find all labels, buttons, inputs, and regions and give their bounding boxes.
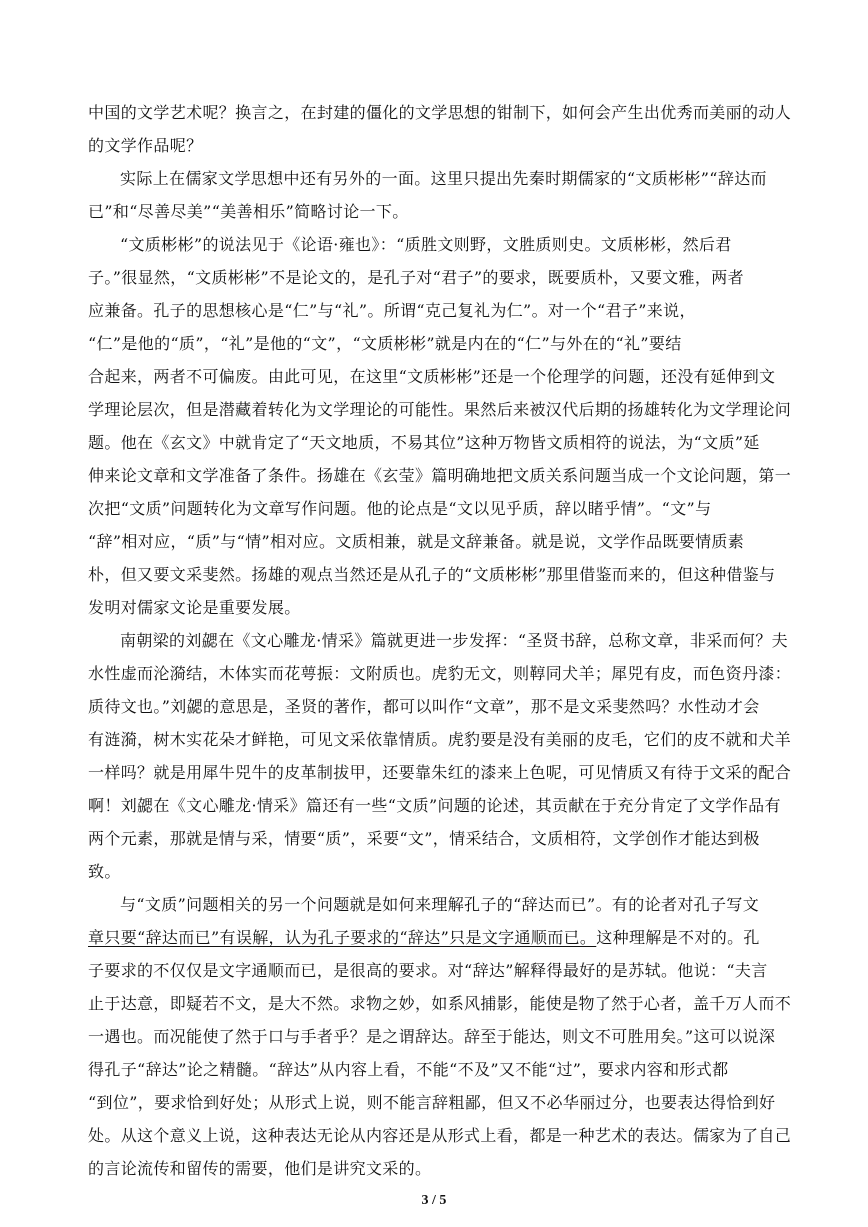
paragraph-3-line-6: 学理论层次，但是潜藏着转化为文学理论的可能性。果然后来被汉代后期的扬雄转化为文学理论问 xyxy=(88,400,792,419)
paragraph-3-line-11: 朴，但又要文采斐然。扬雄的观点当然还是从孔子的“文质彬彬”那里借鉴而来的，但这种借鉴与 xyxy=(88,565,776,584)
paragraph-3-line-1: “文质彬彬”的说法见于《论语·雍也》：“质胜文则野，文胜质则史。文质彬彬，然后君 xyxy=(120,235,732,254)
page-number: 3 / 5 xyxy=(421,1193,447,1208)
text-line-1: 中国的文学艺术呢？换言之，在封建的僵化的文学思想的钳制下，如何会产生出优秀而美丽的动人 xyxy=(88,103,792,122)
paragraph-3-line-5: 合起来，两者不可偏废。由此可见，在这里“文质彬彬”还是一个伦理学的问题，还没有延伸到文 xyxy=(88,367,776,386)
paragraph-4-line-8: 致。 xyxy=(88,862,121,881)
paragraph-4-line-6: 啊！刘勰在《文心雕龙·情采》篇还有一些“文质”问题的论述，其贡献在于充分肯定了文学作品有 xyxy=(88,796,781,815)
paragraph-2-line-1: 实际上在儒家文学思想中还有另外的一面。这里只提出先秦时期儒家的“文质彬彬”“辞达而 xyxy=(120,169,767,188)
paragraph-3-line-10: “辞”相对应，“质”与“情”相对应。文质相兼，就是文辞兼备。就是说，文学作品既要情质素 xyxy=(88,532,745,551)
paragraph-5-line-1: 与“文质”问题相关的另一个问题就是如何来理解孔子的“辞达而已”。有的论者对孔子写文 xyxy=(120,895,760,914)
line-continuation: 这种理解是不对的。孔 xyxy=(596,928,760,947)
paragraph-4-line-3: 质待文也。”刘勰的意思是，圣贤的著作，都可以叫作“文章”，那不是文采斐然吗？水性动才会 xyxy=(88,697,760,716)
paragraph-4-line-7: 两个元素，那就是情与采，情要“质”，采要“文”，情采结合，文质相符，文学创作才能达到极 xyxy=(88,829,760,848)
paragraph-5-line-5: 一遇也。而况能使了然于口与手者乎？是之谓辞达。辞至于能达，则文不可胜用矣。”这可以说深 xyxy=(88,1027,776,1046)
paragraph-3-line-4: “仁”是他的“质”，“礼”是他的“文”，“文质彬彬”就是内在的“仁”与外在的“礼”要结 xyxy=(88,334,682,353)
paragraph-5-line-9: 的言论流传和留传的需要，他们是讲究文采的。 xyxy=(88,1159,432,1178)
paragraph-5-line-6: 得孔子“辞达”论之精髓。“辞达”从内容上看，不能“不及”又不能“过”，要求内容和形式都 xyxy=(88,1060,729,1079)
paragraph-4-line-5: 一样吗？就是用犀牛兕牛的皮革制拔甲，还要靠朱红的漆来上色呢，可见情质又有待于文采的配合 xyxy=(88,763,792,782)
paragraph-5-line-3: 子要求的不仅仅是文字通顺而已，是很高的要求。对“辞达”解释得最好的是苏轼。他说：“夫言 xyxy=(88,961,768,980)
paragraph-2-line-2: 已”和“尽善尽美”“美善相乐”简略讨论一下。 xyxy=(88,202,409,221)
text-line-2: 的文学作品呢？ xyxy=(88,136,203,155)
paragraph-5-line-4: 止于达意，即疑若不文，是大不然。求物之妙，如系风捕影，能使是物了然于心者，盖千万人而不 xyxy=(88,994,792,1013)
paragraph-3-line-12: 发明对儒家文论是重要发展。 xyxy=(88,598,301,617)
paragraph-3-line-9: 次把“文质”问题转化为文章写作问题。他的论点是“文以见乎质，辞以睹乎情”。“文”与 xyxy=(88,499,712,518)
paragraph-4-line-4: 有涟漪，树木实花朵才鲜艳，可见文采依靠情质。虎豹要是没有美丽的皮毛，它们的皮不就和犬羊 xyxy=(88,730,792,749)
paragraph-5-line-7: “到位”，要求恰到好处；从形式上说，则不能言辞粗鄙，但又不必华丽过分，也要表达得恰到好 xyxy=(88,1093,776,1112)
paragraph-3-line-8: 伸来论文章和文学准备了条件。扬雄在《玄莹》篇明确地把文质关系问题当成一个文论问题，第一 xyxy=(88,466,792,485)
paragraph-3-line-7: 题。他在《玄文》中就肯定了“天文地质，不易其位”这种万物皆文质相符的说法，为“文质”延 xyxy=(88,433,760,452)
paragraph-5-line-8: 处。从这个意义上说，这种表达无论从内容还是从形式上看，都是一种艺术的表达。儒家为了自己 xyxy=(88,1126,792,1145)
paragraph-4-line-1: 南朝梁的刘勰在《文心雕龙·情采》篇就更进一步发挥：“圣贤书辞，总称文章，非采而何？夫 xyxy=(120,631,788,650)
paragraph-3-line-2: 子。”很显然，“文质彬彬”不是论文的，是孔子对“君子”的要求，既要质朴，又要文雅，两者 xyxy=(88,268,744,287)
paragraph-4-line-2: 水性虚而沦漪结，木体实而花萼振：文附质也。虎豹无文，则鞟同犬羊；犀兕有皮，而色资丹漆： xyxy=(88,664,792,683)
paragraph-3-line-3: 应兼备。孔子的思想核心是“仁”与“礼”。所谓“克己复礼为仁”。对一个“君子”来说， xyxy=(88,301,696,320)
paragraph-5-line-2 xyxy=(88,927,788,949)
underlined-sentence: 章只要“辞达而已”有误解，认为孔子要求的“辞达”只是文字通顺而已。 xyxy=(88,928,597,947)
